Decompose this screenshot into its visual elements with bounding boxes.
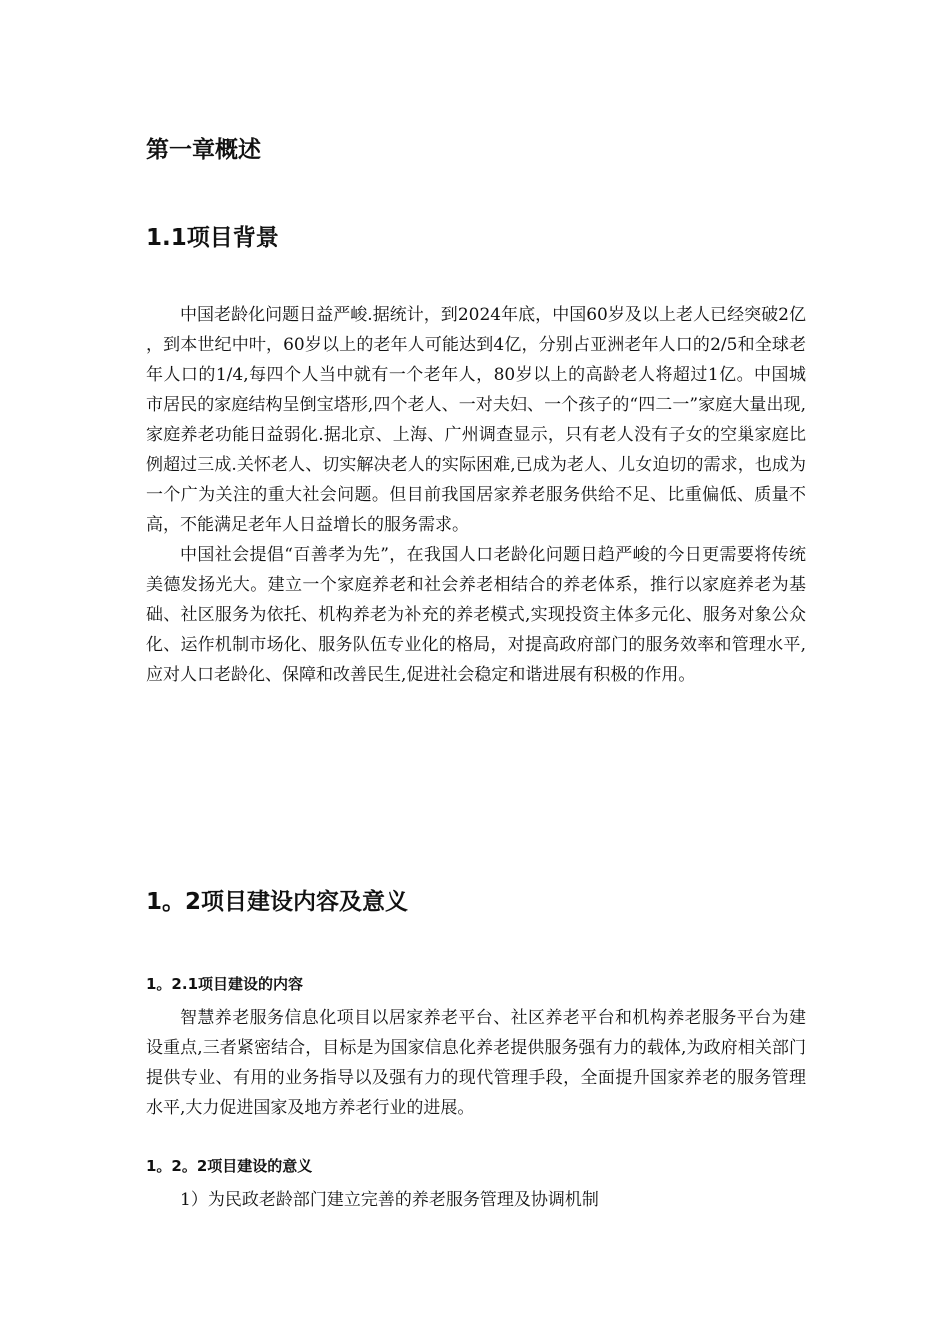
subsection-title-significance: 1。2。2项目建设的意义 [146,1157,313,1175]
section-title-content-significance: 1。2项目建设内容及意义 [146,889,409,915]
background-paragraph-2: 中国社会提倡“百善孝为先”，在我国人口老龄化问题日趋严峻的今日更需要将传统美德发扬光大。建立一个家庭养老和社会养老相结合的养老体系，推行以家庭养老为基础、社区服务为依托、机构养老为补充的养老模式,实现投资主体多元化、服务对象公众化、运作机制市场化、服务队伍专业化的格局，对提高政府部门的服务效率和管理水平,应对人口老龄化、保障和改善民生,促进社会稳定和谐进展有积极的作用。 [146,545,806,685]
background-paragraph-1: 中国老龄化问题日益严峻.据统计，到2024年底，中国60岁及以上老人已经突破2亿，到本世纪中叶，60岁以上的老年人可能达到4亿，分别占亚洲老年人口的2/5和全球老年人口的1/4,每四个人当中就有一个老年人，80岁以上的高龄老人将超过1亿。中国城市居民的家庭结构呈倒宝塔形,四个老人、一对夫妇、一个孩子的“四二一”家庭大量出现,家庭养老功能日益弱化.据北京、上海、广州调查显示，只有老人没有子女的空巢家庭比例超过三成.关怀老人、切实解决老人的实际困难,已成为老人、儿女迫切的需求，也成为一个广为关注的重大社会问题。但目前我国居家养老服务供给不足、比重偏低、质量不高，不能满足老年人日益增长的服务需求。 [146,305,806,535]
chapter-title: 第一章概述 [146,137,261,163]
section-title-background: 1.1项目背景 [146,225,279,251]
subsection-title-content: 1。2.1项目建设的内容 [146,975,304,993]
content-text [146,1003,806,1123]
significance-list-item: 1）为民政老龄部门建立完善的养老服务管理及协调机制 [180,1190,599,1210]
content-paragraph-1: 智慧养老服务信息化项目以居家养老平台、社区养老平台和机构养老服务平台为建设重点,三者紧密结合，目标是为国家信息化养老提供服务强有力的载体,为政府相关部门提供专业、有用的业务指导以及强有力的现代管理手段，全面提升国家养老的服务管理水平,大力促进国家及地方养老行业的进展。 [146,1008,806,1118]
background-text [146,300,806,690]
